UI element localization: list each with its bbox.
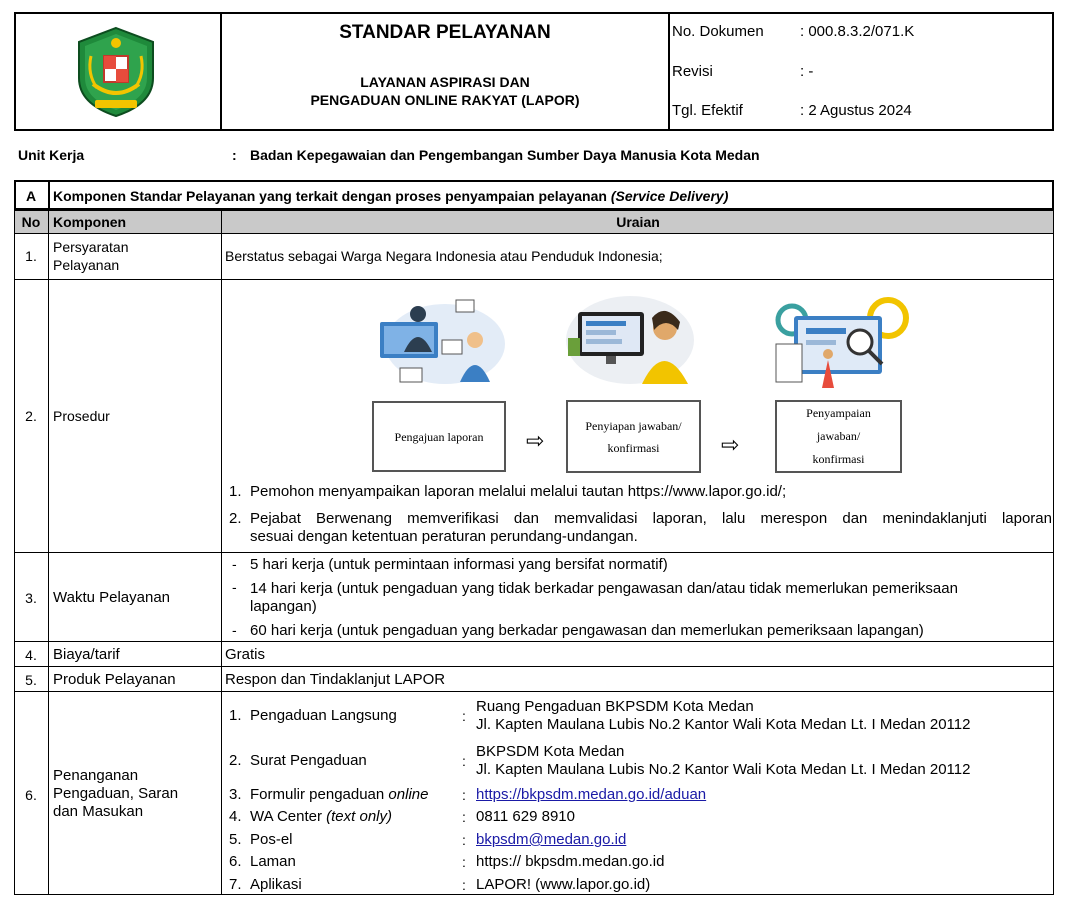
contact2-colon: : [462, 753, 466, 769]
contact7-no: 7. [229, 876, 242, 893]
doc-subtitle-1: LAYANAN ASPIRASI DAN [360, 74, 530, 90]
row3-no: 3. [25, 590, 37, 606]
revisi-label: Revisi [672, 63, 713, 80]
row6-komponen-3: dan Masukan [53, 803, 144, 820]
aduan-link[interactable]: https://bkpsdm.medan.go.id/aduan [476, 786, 707, 803]
contact5-label: Pos-el [250, 831, 293, 848]
row3-item3: 60 hari kerja (untuk pengaduan yang berkadar pengawasan dan memerlukan pemeriksaan lapangan) [250, 622, 924, 639]
contact5-colon: : [462, 832, 466, 848]
contact1-value-2: Jl. Kapten Maulana Lubis No.2 Kantor Wali Kota Medan Lt. I Medan 20112 [476, 716, 971, 733]
row5-komponen: Produk Pelayanan [53, 671, 176, 688]
doc-title: STANDAR PELAYANAN [339, 22, 551, 43]
row5-uraian: Respon dan Tindaklanjut LAPOR [225, 671, 446, 688]
row4-uraian: Gratis [225, 646, 266, 663]
row4-no: 4. [25, 647, 37, 663]
contact4-no: 4. [229, 808, 242, 825]
col-uraian: Uraian [616, 214, 660, 230]
contact1-no: 1. [229, 707, 242, 724]
row6-no: 6. [25, 787, 37, 803]
row2-komponen: Prosedur [53, 408, 110, 424]
row1-komponen-2: Pelayanan [53, 257, 120, 273]
row4-komponen: Biaya/tarif [53, 646, 120, 663]
row5-no: 5. [25, 672, 37, 688]
contact4-value: 0811 629 8910 [476, 808, 575, 825]
illustration-deliver-answer [770, 292, 915, 392]
contact1-colon: : [462, 708, 466, 724]
step1-text: Pemohon menyampaikan laporan melalui melalui tautan https://www.lapor.go.id/; [250, 483, 787, 500]
unit-value: Badan Kepegawaian dan Pengembangan Sumber Daya Manusia Kota Medan [250, 147, 760, 163]
row3-item2-1: 14 hari kerja (untuk pengaduan yang tidak berkadar pengawasan dan/atau tidak memerlukan pemeriksaan [250, 580, 958, 597]
row3-dash-3: - [232, 622, 237, 638]
row1-komponen-1: Persyaratan [53, 239, 129, 255]
flow-box-3: Penyampaian jawaban/ konfirmasi [775, 400, 902, 473]
flow-box-1: Pengajuan laporan [372, 401, 506, 472]
unit-colon: : [232, 147, 237, 163]
col-no: No [21, 214, 41, 230]
row6-komponen-2: Pengaduan, Saran [53, 785, 179, 802]
contact4-label: WA Center (text only) [250, 808, 392, 825]
contact7-colon: : [462, 877, 466, 893]
tgl-value: : 2 Agustus 2024 [800, 102, 912, 119]
contact1-label: Pengaduan Langsung [250, 707, 397, 724]
contact2-value-2: Jl. Kapten Maulana Lubis No.2 Kantor Wali Kota Medan Lt. I Medan 20112 [476, 761, 971, 778]
illustration-submit-report [370, 292, 510, 392]
contact5-no: 5. [229, 831, 242, 848]
row3-item1: 5 hari kerja (untuk permintaan informasi yang bersifat normatif) [250, 556, 668, 573]
contact7-value: LAPOR! (www.lapor.go.id) [476, 876, 651, 893]
flow-arrow-2: ⇨ [721, 432, 740, 457]
contact6-no: 6. [229, 853, 242, 870]
row3-dash-1: - [232, 556, 237, 572]
row6-komponen-1: Penanganan [53, 767, 139, 784]
section-title: Komponen Standar Pelayanan yang terkait dengan proses penyampaian pelayanan (Service Delivery) [53, 188, 729, 204]
step2-text-1: Pejabat Berwenang memverifikasi dan memvalidasi laporan, lalu merespon dan menindaklanjuti laporan [250, 510, 1052, 527]
section-letter: A [25, 188, 37, 204]
step1-no: 1. [229, 483, 242, 500]
flow-arrow-1: ⇨ [526, 428, 545, 453]
contact3-label: Formulir pengaduan online [250, 786, 429, 803]
contact6-colon: : [462, 854, 466, 870]
row2-no: 2. [25, 408, 37, 424]
row3-item2-2: lapangan) [250, 598, 317, 615]
col-komponen: Komponen [53, 214, 127, 230]
contact6-value: https:// bkpsdm.medan.go.id [476, 853, 665, 870]
row3-dash-2: - [232, 579, 237, 595]
contact3-colon: : [462, 787, 466, 803]
contact6-label: Laman [250, 853, 296, 870]
doc-no-value: : 000.8.3.2/071.K [800, 23, 915, 40]
unit-label: Unit Kerja [18, 147, 85, 163]
flow-box-2: Penyiapan jawaban/ konfirmasi [566, 400, 701, 473]
email-link[interactable]: bkpsdm@medan.go.id [476, 831, 627, 848]
contact7-label: Aplikasi [250, 876, 302, 893]
medan-logo [73, 26, 159, 118]
row1-no: 1. [25, 248, 37, 264]
doc-no-label: No. Dokumen [672, 23, 764, 40]
contact3-no: 3. [229, 786, 242, 803]
contact2-label: Surat Pengaduan [250, 752, 367, 769]
step2-no: 2. [229, 510, 242, 527]
contact4-colon: : [462, 809, 466, 825]
revisi-value: : - [800, 63, 814, 80]
contact2-value-1: BKPSDM Kota Medan [476, 743, 625, 760]
row3-komponen: Waktu Pelayanan [53, 589, 171, 606]
contact1-value-1: Ruang Pengaduan BKPSDM Kota Medan [476, 698, 754, 715]
contact2-no: 2. [229, 752, 242, 769]
doc-subtitle-2: PENGADUAN ONLINE RAKYAT (LAPOR) [310, 92, 580, 108]
tgl-label: Tgl. Efektif [672, 102, 743, 119]
row1-uraian: Berstatus sebagai Warga Negara Indonesia atau Penduduk Indonesia; [225, 248, 663, 264]
illustration-prepare-answer [560, 288, 700, 388]
step2-text-2: sesuai dengan ketentuan peraturan perundang-undangan. [250, 528, 638, 545]
